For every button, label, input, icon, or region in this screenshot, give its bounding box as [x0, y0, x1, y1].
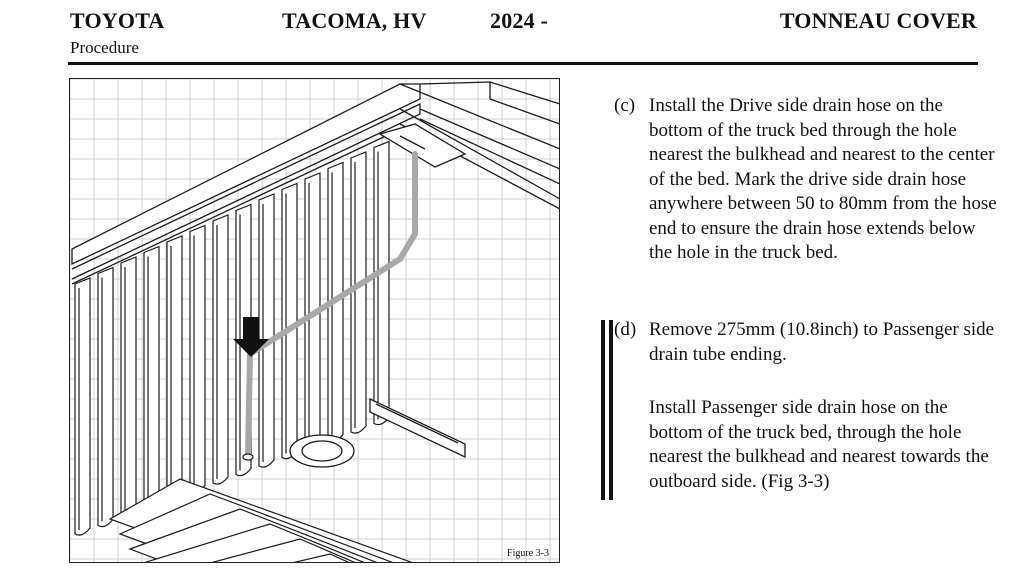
figure-caption: Figure 3-3 [507, 548, 549, 559]
header-year: 2024 - [490, 8, 549, 33]
header-make: TOYOTA [70, 8, 165, 33]
header-subtitle: Procedure [70, 38, 139, 57]
bed-floor [110, 479, 530, 563]
bulkhead-ribs [75, 142, 389, 536]
step-d-label: (d) [614, 319, 637, 340]
truck-bed-illustration [70, 79, 560, 563]
header-model: TACOMA, HV [282, 8, 427, 33]
header-title: TONNEAU COVER [779, 8, 977, 33]
step-c [614, 94, 999, 266]
header-rule [68, 62, 978, 65]
change-bar [601, 320, 605, 500]
step-d-text: Remove 275mm (10.8inch) to Passenger side drain tube ending. [649, 319, 995, 365]
step-d-text-2: Install Passenger side drain hose on the bottom of the truck bed, through the hole nearest the bulkhead and nearest towards the outboard side. (Fig 3-3) [649, 397, 989, 492]
hose-outlet [243, 454, 253, 460]
change-bar [609, 320, 613, 500]
step-c-label: (c) [614, 95, 636, 116]
step-c-text: Install the Drive side drain hose on the bottom of the truck bed through the hole nearest the bulkhead and nearest to the center of the bed. Mark the drive side drain hose anywhere between 50 to 80mm from the hose end to ensure the drain hose extends below the hole in the truck bed. [649, 95, 997, 263]
figure-truck-bed [69, 78, 560, 563]
step-d [614, 318, 999, 367]
